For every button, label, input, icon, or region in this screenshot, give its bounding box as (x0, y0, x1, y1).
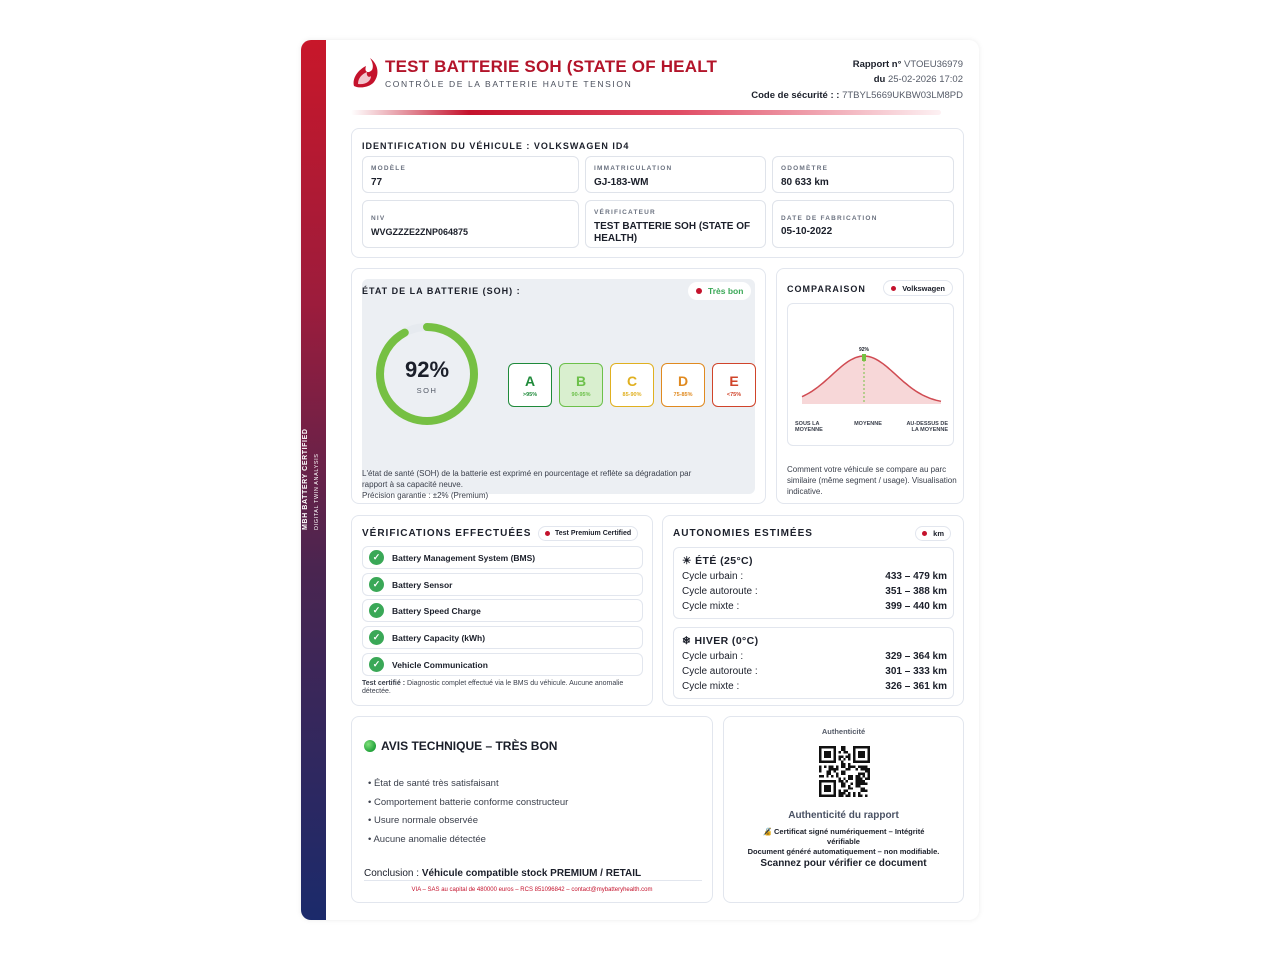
qr-module (831, 775, 833, 777)
qr-module (858, 780, 860, 782)
qr-module (860, 765, 862, 767)
check-label: Battery Speed Charge (392, 605, 481, 616)
qr-module (853, 765, 855, 767)
autonomy-row (682, 601, 947, 612)
technical-opinion-card (351, 716, 713, 903)
qr-module (829, 765, 831, 767)
qr-module (841, 792, 843, 794)
qr-module (848, 756, 850, 758)
qr-module (848, 775, 850, 777)
comparison-brand-label: Volkswagen (902, 283, 945, 293)
check-label: Battery Sensor (392, 579, 453, 590)
row-value: 326 – 361 km (885, 681, 947, 692)
field-label: NIV (371, 215, 386, 222)
grade-a (508, 363, 552, 407)
qr-module (841, 773, 843, 775)
grade-range: 75-85% (673, 392, 693, 398)
header-divider (351, 110, 941, 115)
authenticity-heading: Authenticité (821, 727, 866, 736)
grade-letter: E (729, 373, 739, 389)
opinion-item-text: Aucune anomalie détectée (373, 834, 486, 845)
check-label: Battery Management System (BMS) (392, 552, 536, 563)
qr-module (846, 780, 848, 782)
grade-d (661, 363, 705, 407)
qr-module (819, 765, 821, 767)
winter-title: ❄ HIVER (0°C) (682, 635, 759, 647)
field-vin (362, 200, 579, 248)
badge-dot-icon (545, 531, 550, 536)
qr-module (838, 790, 840, 792)
opinion-item: • État de santé très satisfaisant (368, 778, 499, 789)
footnote-label: Test certifié : (362, 680, 406, 687)
conclusion (364, 868, 641, 879)
qr-module (836, 775, 838, 777)
soh-status-label: Très bon (708, 286, 744, 296)
row-value: 351 – 388 km (885, 586, 947, 597)
field-label: ODOMÈTRE (781, 165, 829, 172)
qr-module (848, 758, 850, 760)
qr-module (858, 775, 860, 777)
grade-range: <75% (726, 392, 742, 398)
qr-code[interactable] (819, 746, 870, 797)
qr-module (834, 770, 836, 772)
curve-fill (802, 356, 941, 404)
qr-module (841, 746, 843, 748)
qr-module (865, 790, 867, 792)
qr-module (819, 770, 821, 772)
security-code: 7TBYL5669UKBW03LM8PD (842, 90, 963, 101)
autonomy-title: AUTONOMIES ESTIMÉES (673, 528, 813, 539)
generated-notice: Document généré automatiquement – non modifiable. (747, 847, 940, 856)
legal-notice: VIA – SAS au capital de 480000 euros – RCS 851096842 – contact@mybatteryhealth.com (411, 887, 653, 893)
qr-module (860, 768, 862, 770)
field-value: WVGZZZE2ZNP064875 (371, 227, 469, 237)
row-value: 433 – 479 km (885, 571, 947, 582)
field-label: DATE DE FABRICATION (781, 215, 878, 222)
opinion-item: • Comportement batterie conforme constructeur (368, 797, 569, 808)
conclusion-label: Conclusion : (364, 868, 420, 879)
qr-module (843, 748, 845, 750)
grade-range: 90-95% (571, 392, 591, 398)
opinion-item: • Usure normale observée (368, 815, 478, 826)
qr-module (843, 765, 845, 767)
qr-module (846, 751, 848, 753)
qr-module (865, 765, 867, 767)
badge-dot-icon (922, 531, 927, 536)
autonomy-row (682, 586, 947, 597)
qr-module (838, 778, 840, 780)
opinion-item-text: Usure normale observée (373, 815, 478, 826)
field-verifier (585, 200, 766, 248)
unit-badge (915, 526, 951, 541)
comparison-brand-pill (883, 280, 953, 296)
qr-module (841, 785, 843, 787)
qr-module (826, 773, 828, 775)
qr-module (858, 765, 860, 767)
signature-line: vérifiable (827, 837, 860, 846)
qr-module (841, 780, 843, 782)
field-label: VÉRIFICATEUR (594, 209, 656, 216)
label-average: MOYENNE (854, 421, 882, 427)
grade-letter: C (626, 373, 638, 389)
battery-soh-card (351, 268, 766, 504)
soh-precision: Précision garantie : ±2% (Premium) (362, 491, 489, 500)
qr-module (831, 765, 833, 767)
check-item (362, 653, 643, 676)
qr-module (863, 768, 865, 770)
check-icon: ✓ (369, 657, 384, 672)
comparison-title: COMPARAISON (787, 284, 866, 294)
grade-range: >95% (522, 392, 538, 398)
opinion-title-text: AVIS TECHNIQUE – TRÈS BON (381, 739, 558, 753)
qr-module (838, 792, 840, 794)
row-value: 329 – 364 km (885, 651, 947, 662)
qr-module (851, 765, 853, 767)
report-number: VTOEU36979 (904, 59, 963, 70)
qr-module (819, 775, 821, 777)
distribution-chart (787, 303, 954, 446)
grade-b (559, 363, 603, 407)
qr-module (846, 756, 848, 758)
row-label: Cycle urbain : (682, 651, 744, 662)
qr-module (829, 773, 831, 775)
grade-c (610, 363, 654, 407)
autonomy-row (682, 571, 947, 582)
comparison-note: Comment votre véhicule se compare au parc similaire (même segment / usage). Visualisation indicative. (787, 465, 957, 496)
brand-dot-icon (891, 286, 896, 291)
qr-module (855, 768, 857, 770)
field-odometer (772, 156, 954, 193)
qr-module (860, 773, 862, 775)
qr-module (836, 773, 838, 775)
check-item (362, 546, 643, 569)
qr-module (865, 770, 867, 772)
soh-value: 92% (404, 357, 450, 382)
qr-module (843, 785, 845, 787)
summer-title: ☀ ÉTÉ (25°C) (682, 555, 753, 567)
qr-module (860, 795, 862, 797)
autonomy-row (682, 681, 947, 692)
row-label: Cycle mixte : (682, 601, 740, 612)
authenticity-title: Authenticité du rapport (788, 810, 899, 821)
label-above-average: AU-DESSUS DE LA MOYENNE (906, 421, 948, 433)
authenticity-card (723, 716, 964, 903)
qr-module (853, 792, 855, 794)
field-label: MODÈLE (371, 165, 407, 172)
qr-module (821, 775, 823, 777)
qr-module (841, 765, 843, 767)
qr-module (848, 785, 850, 787)
qr-module (863, 780, 865, 782)
report-date: 25-02-2026 17:02 (887, 74, 963, 85)
qr-module (846, 795, 848, 797)
side-band (301, 40, 326, 920)
field-registration (585, 156, 766, 193)
qr-module (838, 751, 840, 753)
qr-module (824, 765, 826, 767)
qr-module (865, 778, 867, 780)
field-model (362, 156, 579, 193)
unit-label: km (933, 529, 944, 538)
qr-module (865, 795, 867, 797)
qr-module (863, 765, 865, 767)
check-icon: ✓ (369, 550, 384, 565)
qr-module (831, 768, 833, 770)
qr-module (860, 782, 862, 784)
qr-module (860, 787, 862, 789)
position-marker-label: 92% (858, 347, 870, 353)
qr-module (868, 770, 870, 772)
premium-badge (538, 526, 638, 541)
check-item (362, 626, 643, 649)
flame-logo-icon (350, 56, 380, 90)
row-label: Cycle mixte : (682, 681, 740, 692)
soh-panel (362, 279, 755, 494)
qr-module (838, 780, 840, 782)
report-date-label: du (873, 74, 886, 85)
soh-title: ÉTAT DE LA BATTERIE (SOH) : (362, 286, 521, 296)
qr-module (843, 763, 845, 765)
soh-note-line: L'état de santé (SOH) de la batterie est exprimé en pourcentage et reflète sa dégradation par (362, 469, 692, 478)
check-icon: ✓ (369, 603, 384, 618)
footnote-text: Diagnostic complet effectué via le BMS du véhicule. Aucune anomalie détectée. (362, 680, 624, 695)
qr-module (863, 790, 865, 792)
qr-module (868, 778, 870, 780)
qr-module (848, 768, 850, 770)
soh-note-line: rapport à sa capacité neuve. (362, 480, 463, 489)
winter-block (673, 627, 954, 699)
qr-module (841, 782, 843, 784)
row-label: Cycle autoroute : (682, 666, 758, 677)
qr-module (858, 792, 860, 794)
qr-module (855, 782, 857, 784)
qr-module (858, 795, 860, 797)
qr-module (819, 768, 821, 770)
qr-module (853, 795, 855, 797)
qr-module (843, 758, 845, 760)
qr-module (848, 778, 850, 780)
divider (364, 880, 702, 881)
comparison-card (776, 268, 964, 504)
qr-module (846, 790, 848, 792)
position-marker (862, 354, 866, 361)
signature-line: 🔏 Certificat signé numériquement – Intégrité (762, 827, 925, 836)
field-value: 77 (371, 177, 383, 188)
qr-module (865, 768, 867, 770)
qr-module (841, 795, 843, 797)
row-value: 399 – 440 km (885, 601, 947, 612)
grade-e (712, 363, 756, 407)
check-label: Battery Capacity (kWh) (392, 632, 486, 643)
qr-module (836, 768, 838, 770)
qr-module (863, 782, 865, 784)
qr-module (843, 778, 845, 780)
grade-letter: D (677, 373, 689, 389)
field-value: 05-10-2022 (781, 226, 833, 237)
certified-footnote (362, 680, 647, 696)
qr-module (848, 765, 850, 767)
qr-module (843, 782, 845, 784)
qr-module (858, 778, 860, 780)
qr-module (824, 751, 831, 758)
grade-letter: B (575, 373, 587, 389)
qr-module (838, 795, 840, 797)
soh-explanation (362, 468, 742, 501)
check-icon: ✓ (369, 577, 384, 592)
autonomy-row (682, 651, 947, 662)
check-item (362, 599, 643, 622)
scan-instruction: Scannez pour vérifier ce document (760, 858, 927, 869)
qr-module (858, 751, 865, 758)
grade-range: 85-90% (622, 392, 642, 398)
qr-module (851, 782, 853, 784)
autonomy-row (682, 666, 947, 677)
side-label-certified: MBH BATTERY CERTIFIED (302, 428, 309, 530)
qr-module (855, 778, 857, 780)
qr-module (858, 773, 860, 775)
qr-module (858, 785, 860, 787)
qr-module (848, 753, 850, 755)
report-sheet (301, 40, 979, 920)
check-label: Vehicle Communication (392, 659, 488, 670)
field-value: TEST BATTERIE SOH (STATE OF HEALTH) (594, 221, 751, 244)
summer-block (673, 547, 954, 619)
side-label-analysis: DIGITAL TWIN ANALYSIS (314, 453, 320, 530)
qr-module (848, 795, 850, 797)
qr-module (834, 768, 836, 770)
qr-module (843, 746, 845, 748)
qr-module (860, 780, 862, 782)
verifications-title: VÉRIFICATIONS EFFECTUÉES (362, 528, 532, 539)
verifications-card (351, 515, 653, 706)
opinion-item: • Aucune anomalie détectée (368, 834, 486, 845)
qr-module (824, 785, 831, 792)
qr-module (855, 775, 857, 777)
report-meta (751, 57, 963, 103)
qr-module (863, 773, 865, 775)
qr-module (868, 768, 870, 770)
autonomy-card (662, 515, 964, 706)
qr-module (838, 756, 840, 758)
qr-module (826, 770, 828, 772)
qr-module (846, 768, 848, 770)
soh-status-pill (688, 282, 751, 300)
qr-module (836, 765, 838, 767)
field-value: 80 633 km (781, 177, 829, 188)
grade-letter: A (524, 373, 536, 389)
qr-module (848, 763, 850, 765)
row-value: 301 – 333 km (885, 666, 947, 677)
qr-module (841, 763, 843, 765)
qr-module (851, 778, 853, 780)
qr-module (829, 770, 831, 772)
qr-module (863, 787, 865, 789)
field-value: GJ-183-WM (594, 177, 649, 188)
qr-module (863, 775, 865, 777)
row-label: Cycle urbain : (682, 571, 744, 582)
qr-module (868, 775, 870, 777)
qr-module (843, 751, 845, 753)
qr-module (841, 770, 843, 772)
premium-badge-label: Test Premium Certified (555, 530, 632, 537)
opinion-item-text: Comportement batterie conforme constructeur (373, 797, 569, 808)
qr-module (868, 773, 870, 775)
qr-module (848, 792, 850, 794)
qr-module (826, 775, 828, 777)
vehicle-identification-card (351, 128, 964, 258)
qr-module (860, 790, 862, 792)
status-dot-icon (696, 288, 702, 294)
qr-module (829, 768, 831, 770)
qr-module (851, 787, 853, 789)
field-manufacture-date (772, 200, 954, 248)
soh-unit: SOH (416, 386, 438, 395)
label-below-average: SOUS LA MOYENNE (795, 421, 823, 433)
conclusion-value: Véhicule compatible stock PREMIUM / RETAIL (421, 868, 642, 879)
qr-module (855, 785, 857, 787)
qr-module (841, 761, 843, 763)
qr-module (843, 792, 845, 794)
opinion-title (364, 739, 557, 753)
qr-module (855, 780, 857, 782)
check-icon: ✓ (369, 630, 384, 645)
security-code-label: Code de sécurité : : (751, 90, 840, 101)
qr-module (843, 770, 845, 772)
qr-module (858, 782, 860, 784)
qr-module (843, 790, 845, 792)
row-label: Cycle autoroute : (682, 586, 758, 597)
check-item (362, 573, 643, 596)
report-title: TEST BATTERIE SOH (STATE OF HEALT (385, 57, 718, 76)
qr-module (860, 778, 862, 780)
report-subtitle: CONTRÔLE DE LA BATTERIE HAUTE TENSION (385, 79, 633, 89)
identification-title: IDENTIFICATION DU VÉHICULE : VOLKSWAGEN ID4 (362, 141, 630, 151)
opinion-item-text: État de santé très satisfaisant (373, 778, 499, 789)
qr-module (838, 758, 840, 760)
qr-module (843, 773, 845, 775)
qr-module (841, 748, 843, 750)
qr-module (865, 782, 867, 784)
field-label: IMMATRICULATION (594, 165, 673, 172)
report-number-label: Rapport n° (852, 59, 902, 70)
qr-module (851, 775, 853, 777)
green-circle-icon (364, 740, 376, 752)
qr-module (841, 756, 843, 758)
qr-module (848, 787, 850, 789)
